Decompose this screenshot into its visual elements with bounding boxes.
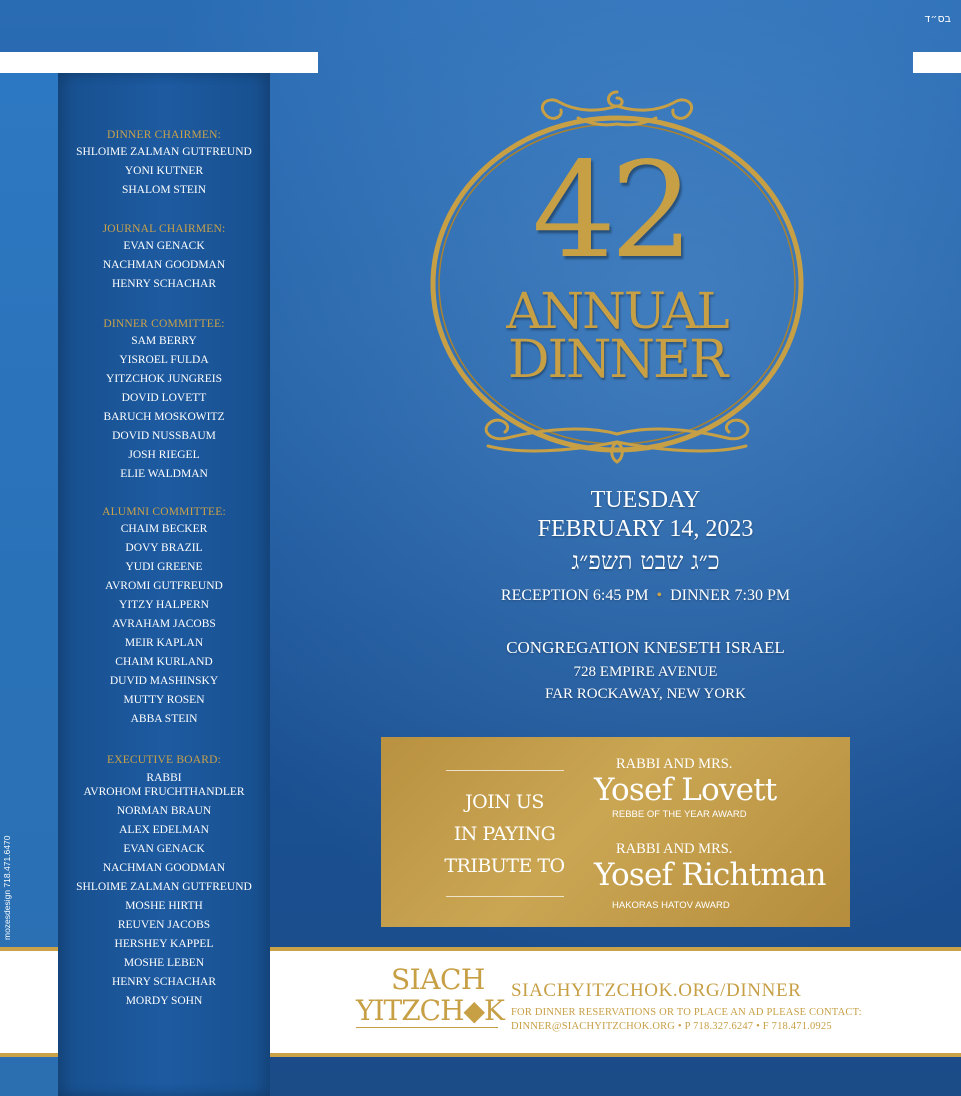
join-line: IN PAYING — [453, 823, 556, 845]
committee-member: SHALOM STEIN — [121, 184, 206, 196]
event-address-line1: 728 EMPIRE AVENUE — [573, 664, 718, 680]
committee-member: MEIR KAPLAN — [124, 637, 204, 649]
event-day: TUESDAY — [590, 487, 701, 513]
committee-member: BARUCH MOSKOWITZ — [103, 411, 225, 423]
logo-yitzchok: YITZCH◆K — [356, 994, 504, 1027]
committee-member: MOSHE HIRTH — [125, 900, 203, 912]
committee-heading: DINNER CHAIRMEN: — [106, 129, 222, 141]
honoree-name: Yosef Lovett — [594, 772, 777, 808]
event-venue: CONGREGATION KNESETH ISRAEL — [506, 638, 785, 657]
honoree-title: RABBI AND MRS. — [616, 841, 733, 857]
logo-underline — [356, 1027, 498, 1028]
committee-member: NORMAN BRAUN — [116, 805, 212, 817]
committee-member: DOVID LOVETT — [121, 392, 207, 404]
contact-line: FOR DINNER RESERVATIONS OR TO PLACE AN AD PLEASE CONTACT: — [511, 1007, 862, 1018]
left-edge-strip — [0, 73, 58, 1096]
event-times — [330, 586, 961, 606]
committee-member: ALEX EDELMAN — [119, 824, 209, 836]
dinner-url-link[interactable]: SIACHYITZCHOK.ORG/DINNER — [511, 980, 802, 1001]
committee-journal-chairmen — [58, 221, 270, 294]
footer-band-left — [0, 947, 58, 1057]
committee-member: AVRAHAM JACOBS — [112, 618, 216, 630]
committee-member: MORDY SOHN — [125, 995, 203, 1007]
committee-alumni — [58, 504, 270, 729]
committee-executive-board — [58, 752, 270, 1011]
committee-dinner-committee — [58, 316, 270, 484]
committee-member: ABBA STEIN — [130, 713, 198, 725]
reception-time: RECEPTION 6:45 PM — [500, 587, 649, 604]
committee-member: YISROEL FULDA — [119, 354, 209, 366]
committee-member: HERSHEY KAPPEL — [114, 938, 214, 950]
committee-member: ELIE WALDMAN — [120, 468, 208, 480]
committee-member: EVAN GENACK — [123, 843, 205, 855]
logo-siach: SIACH — [391, 963, 485, 996]
join-line: TRIBUTE TO — [444, 855, 565, 877]
divider — [446, 770, 564, 771]
emblem-annual: ANNUAL — [506, 282, 728, 340]
committee-member: CHAIM KURLAND — [115, 656, 213, 668]
committee-member: REUVEN JACOBS — [117, 919, 211, 931]
committee-member: MUTTY ROSEN — [123, 694, 205, 706]
committee-member: DOVID NUSSBAUM — [112, 430, 216, 442]
honoree-award: HAKORAS HATOV AWARD — [612, 900, 730, 911]
committee-member: EVAN GENACK — [123, 240, 205, 252]
committee-member: CHAIM BECKER — [120, 523, 208, 535]
committee-member: YITZCHOK JUNGREIS — [106, 373, 222, 385]
committee-member: SHLOIME ZALMAN GUTFREUND — [76, 881, 252, 893]
committee-heading: EXECUTIVE BOARD: — [106, 754, 222, 766]
committee-member: SAM BERRY — [131, 335, 197, 347]
committee-member: YONI KUTNER — [124, 165, 204, 177]
event-hebrew-date: כ״ג שבט תשפ״ג — [571, 547, 720, 575]
tribute-box — [381, 737, 850, 927]
committee-member: HENRY SCHACHAR — [111, 278, 217, 290]
committee-member: NACHMAN GOODMAN — [102, 259, 226, 271]
divider — [446, 896, 564, 897]
committee-member: JOSH RIEGEL — [128, 449, 200, 461]
committee-dinner-chairmen — [58, 127, 270, 200]
committee-member: DOVY BRAZIL — [125, 542, 203, 554]
event-date: FEBRUARY 14, 2023 — [537, 516, 754, 542]
committee-member: MOSHE LEBEN — [123, 957, 205, 969]
committee-member: RABBI — [146, 772, 182, 784]
committee-member: AVROMI GUTFREUND — [105, 580, 223, 592]
committee-member: DUVID MASHINSKY — [109, 675, 219, 687]
top-white-bar-right — [913, 52, 961, 73]
committee-member: SHLOIME ZALMAN GUTFREUND — [76, 146, 252, 158]
designer-credit: mozesdesign 718.471.6470 — [2, 835, 12, 940]
contact-line: DINNER@SIACHYITZCHOK.ORG • P 718.327.6247 • F 718.471.0925 — [511, 1021, 832, 1032]
dinner-time: DINNER 7:30 PM — [670, 587, 791, 604]
bullet-separator: • — [656, 587, 663, 604]
committee-heading: JOURNAL CHAIRMEN: — [102, 223, 226, 235]
join-line: JOIN US — [465, 791, 544, 813]
committee-heading: DINNER COMMITTEE: — [103, 318, 225, 330]
honoree-award: REBBE OF THE YEAR AWARD — [612, 809, 747, 820]
anniversary-number: 42 — [532, 134, 688, 288]
committee-member: AVROHOM FRUCHTHANDLER — [83, 786, 245, 798]
honoree-name: Yosef Richtman — [594, 857, 826, 893]
committee-member: YUDI GREENE — [125, 561, 203, 573]
committee-member: YITZY HALPERN — [119, 599, 209, 611]
event-address-line2: FAR ROCKAWAY, NEW YORK — [544, 686, 747, 702]
emblem-dinner: DINNER — [507, 330, 727, 390]
committee-member: NACHMAN GOODMAN — [102, 862, 226, 874]
honoree-title: RABBI AND MRS. — [616, 756, 733, 772]
committee-member: HENRY SCHACHAR — [111, 976, 217, 988]
top-white-bar-left — [0, 52, 318, 73]
committee-heading: ALUMNI COMMITTEE: — [102, 506, 226, 518]
hebrew-mark: בס״ד — [924, 12, 951, 25]
